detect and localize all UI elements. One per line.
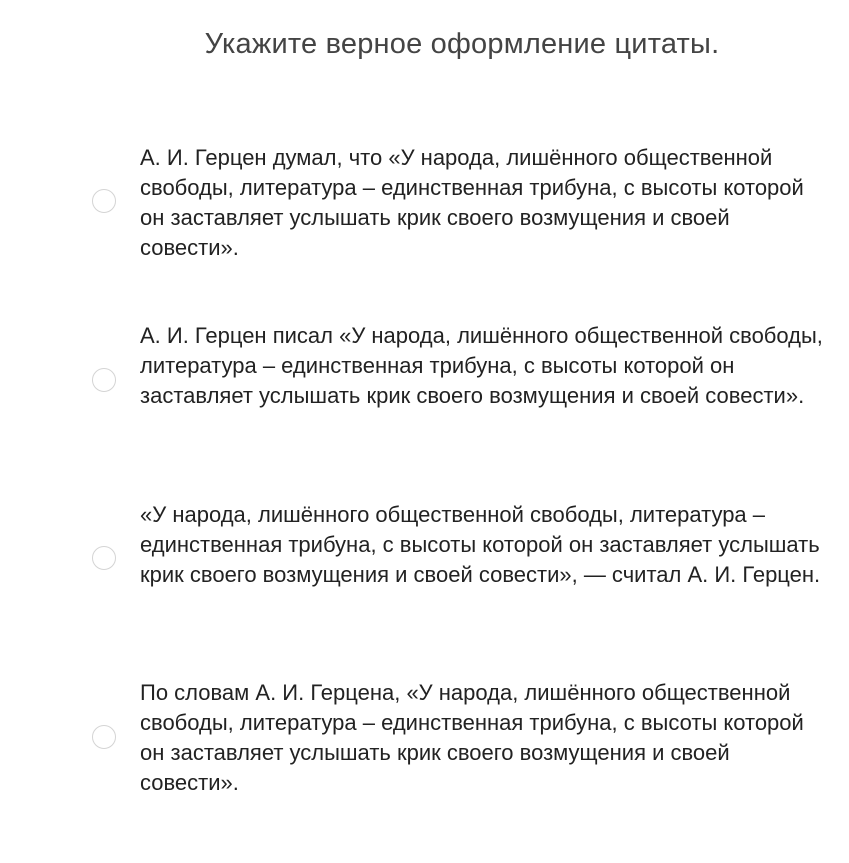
answer-option-1-text: А. И. Герцен думал, что «У народа, лишённого общественной свободы, литература – единственная трибуна, с высоты которой он заставляет услышать крик своего возмущения и своей совести». [140,145,804,260]
answer-option-3-text: «У народа, лишённого общественной свободы, литература – единственная трибуна, с высоты которой он заставляет услышать крик своего возмущения и своей совести», — считал А. И. Герцен. [140,502,821,587]
radio-button-1[interactable] [92,189,116,213]
radio-button-3[interactable] [92,546,116,570]
radio-button-4[interactable] [92,725,116,749]
question-title: Укажите верное оформление цитаты. [204,28,720,60]
radio-button-2[interactable] [92,368,116,392]
answer-option-2-text: А. И. Герцен писал «У народа, лишённого общественной свободы, литература – единственная трибуна, с высоты которой он заставляет услышать крик своего возмущения и своей совести». [140,323,823,408]
answer-option-4-text: По словам А. И. Герцена, «У народа, лишённого общественной свободы, литература – единственная трибуна, с высоты которой он заставляет услышать крик своего возмущения и своей совести». [140,680,804,795]
